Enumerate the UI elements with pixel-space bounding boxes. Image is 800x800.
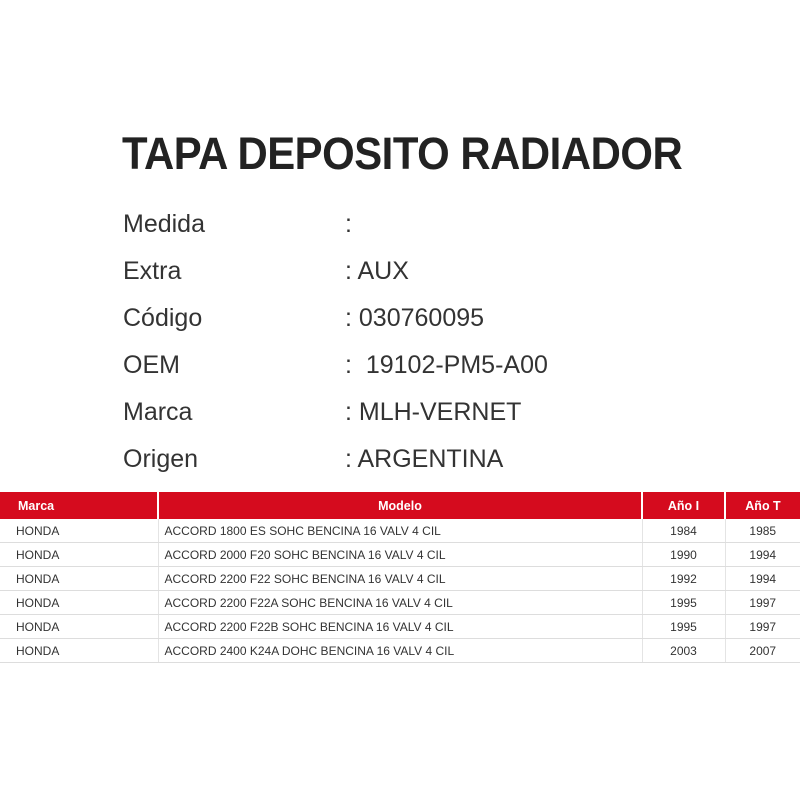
spec-label: Código	[123, 304, 203, 332]
cell-modelo: ACCORD 1800 ES SOHC BENCINA 16 VALV 4 CIL	[158, 519, 642, 543]
cell-ano-termino: 1997	[725, 591, 800, 615]
cell-ano-inicio: 1992	[642, 567, 725, 591]
cell-modelo: ACCORD 2000 F20 SOHC BENCINA 16 VALV 4 CIL	[158, 543, 642, 567]
product-title: TAPA DEPOSITO RADIADOR	[122, 128, 683, 179]
cell-ano-termino: 2007	[725, 639, 800, 663]
cell-modelo: ACCORD 2200 F22B SOHC BENCINA 16 VALV 4 CIL	[158, 615, 642, 639]
table-row	[0, 543, 800, 567]
cell-ano-inicio: 1995	[642, 591, 725, 615]
cell-ano-inicio: 1984	[642, 519, 725, 543]
cell-ano-termino: 1985	[725, 519, 800, 543]
table-row	[0, 639, 800, 663]
table-row	[0, 567, 800, 591]
compatibility-table	[0, 492, 800, 663]
table-row	[0, 591, 800, 615]
spec-value: : MLH-VERNET	[345, 398, 522, 426]
spec-value: : 19102-PM5-A00	[345, 351, 548, 379]
spec-value: : 030760095	[345, 304, 485, 332]
spec-oem	[123, 350, 723, 380]
header-modelo: Modelo	[158, 492, 642, 519]
cell-ano-termino: 1994	[725, 567, 800, 591]
spec-medida	[123, 209, 723, 239]
cell-marca: HONDA	[0, 567, 158, 591]
header-ano-inicio: Año I	[642, 492, 725, 519]
spec-codigo	[123, 303, 723, 333]
spec-label: OEM	[123, 351, 180, 379]
table-row	[0, 615, 800, 639]
spec-label: Medida	[123, 210, 205, 238]
cell-modelo: ACCORD 2200 F22 SOHC BENCINA 16 VALV 4 CIL	[158, 567, 642, 591]
cell-ano-termino: 1994	[725, 543, 800, 567]
spec-label: Origen	[123, 445, 199, 473]
spec-value: : AUX	[345, 257, 409, 285]
cell-marca: HONDA	[0, 591, 158, 615]
spec-marca	[123, 397, 723, 427]
header-ano-termino: Año T	[725, 492, 800, 519]
cell-ano-inicio: 2003	[642, 639, 725, 663]
spec-extra	[123, 256, 723, 286]
cell-ano-inicio: 1995	[642, 615, 725, 639]
cell-marca: HONDA	[0, 615, 158, 639]
spec-label: Extra	[123, 257, 182, 285]
cell-marca: HONDA	[0, 519, 158, 543]
table-header	[0, 492, 800, 519]
spec-label: Marca	[123, 398, 193, 426]
spec-value: : ARGENTINA	[345, 445, 504, 473]
cell-modelo: ACCORD 2200 F22A SOHC BENCINA 16 VALV 4 CIL	[158, 591, 642, 615]
cell-modelo: ACCORD 2400 K24A DOHC BENCINA 16 VALV 4 CIL	[158, 639, 642, 663]
table-row	[0, 519, 800, 543]
spec-origen	[123, 444, 723, 474]
cell-marca: HONDA	[0, 543, 158, 567]
header-marca: Marca	[0, 492, 158, 519]
cell-marca: HONDA	[0, 639, 158, 663]
cell-ano-termino: 1997	[725, 615, 800, 639]
cell-ano-inicio: 1990	[642, 543, 725, 567]
spec-value: :	[345, 210, 352, 238]
